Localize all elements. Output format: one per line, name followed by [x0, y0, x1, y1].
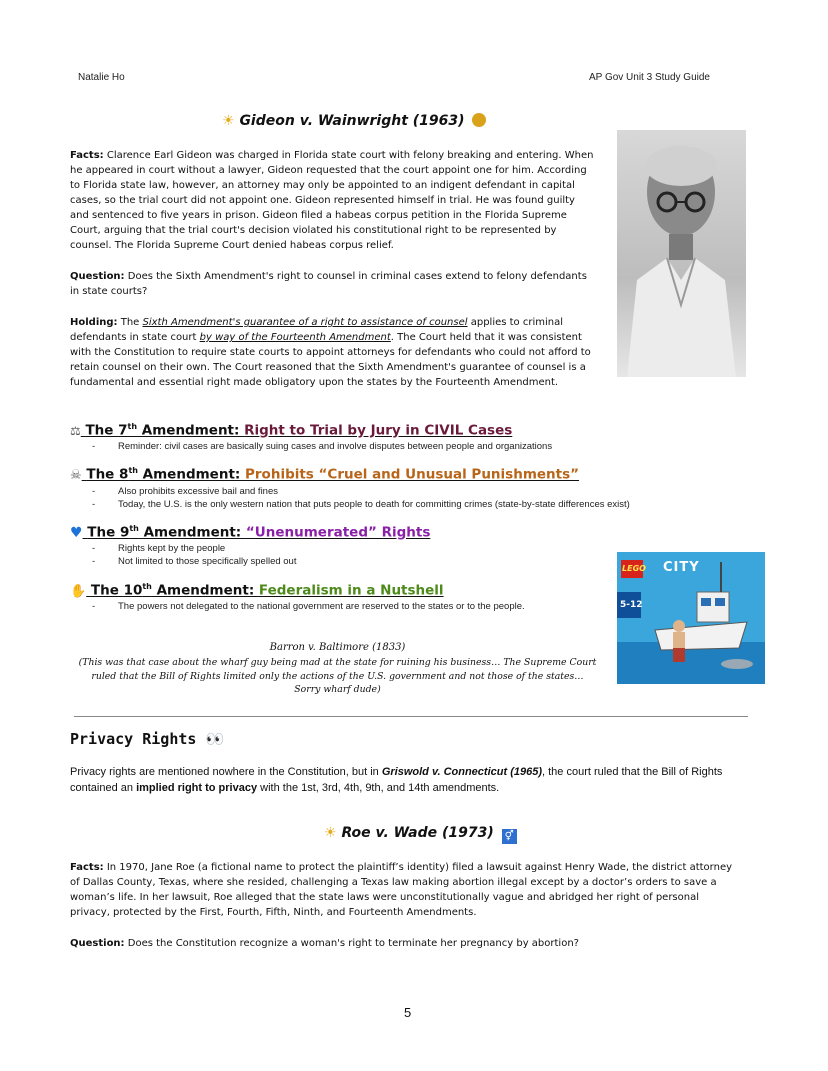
amendment-7-heading [70, 422, 512, 439]
amendment-8-bullet-1-text: Also prohibits excessive bail and fines [118, 486, 279, 497]
amendment-7-sup: th [127, 422, 138, 431]
privacy-paragraph [70, 764, 760, 796]
lego-city-box-image [617, 552, 765, 684]
amendment-9-prefix: The 9 [87, 524, 130, 541]
roe-title: Roe v. Wade (1973) [341, 825, 494, 841]
gideon-title: Gideon v. Wainwright (1963) [239, 113, 465, 129]
roe-question-label: Question: [70, 938, 125, 949]
amendment-9-bullet-1: - Rights kept by the people [92, 543, 226, 554]
amendment-8-prefix: The 8 [86, 466, 129, 483]
amendment-8-topic: Prohibits “Cruel and Unusual Punishments” [245, 466, 580, 483]
roe-facts-text: In 1970, Jane Roe (a fictional name to protect the plaintiff’s identity) filed a lawsuit against Henry Wade, the district attorney of Dallas County, Texas, where she resided, challenging a Texas law making abortion illegal except by a doctor’s orders to save a woman’s life. In her lawsuit, Roe alleged that the state laws were unconstitutionally vague and abridged her right of personal privacy, protected by the First, Fourth, Fifth, Ninth, and Fourteenth Amendments. [70, 862, 733, 918]
handshake-icon: ✋ [70, 583, 87, 599]
amendment-8-suffix: Amendment: [137, 466, 245, 483]
gideon-holding-post: . The Court held that it was consistent with the Constitution to require state courts to appoint attorneys for defendants who could not afford to retain counsel on their own. The Court reasoned that the Sixth Amendment's guarantee of counsel is a fundamental and essential right made obligatory upon the states by the Fourteenth Amendment. [70, 332, 591, 388]
amendment-9-sup: th [129, 524, 139, 533]
section-divider [74, 716, 748, 717]
gideon-question-label: Question: [70, 271, 125, 282]
gideon-holding-underline-1: Sixth Amendment's guarantee of a right to assistance of counsel [142, 317, 468, 328]
gideon-holding-pre: The [120, 317, 140, 328]
scales-icon: ⚖ [70, 423, 81, 438]
restroom-sign-icon: ⚥ [502, 829, 517, 844]
gideon-portrait-icon [617, 130, 746, 377]
roe-title-row [324, 825, 517, 844]
privacy-pre: Privacy rights are mentioned nowhere in the Constitution, but in [70, 766, 382, 778]
gideon-title-row [222, 113, 486, 129]
amendment-9-bullet-2: - Not limited to those specifically spelled out [92, 556, 297, 567]
barron-title: Barron v. Baltimore (1833) [269, 642, 406, 653]
amendment-8-bullet-2: - Today, the U.S. is the only western nation that puts people to death for committing crimes (state-by-state differences exist) [92, 499, 630, 510]
amendment-7-suffix: Amendment: [137, 422, 245, 439]
blue-heart-icon: ♥ [70, 524, 83, 541]
privacy-post: with the 1st, 3rd, 4th, 9th, and 14th amendments. [257, 782, 500, 794]
roe-question-text: Does the Constitution recognize a woman's right to terminate her pregnancy by abortion? [127, 938, 579, 949]
gideon-facts-text: Clarence Earl Gideon was charged in Florida state court with felony breaking and entering. When he appeared in court without a lawyer, Gideon requested that the court appoint one for him. According to Florida state law, however, an attorney may only be appointed to an indigent defendant in capital cases, so the trial court did not appoint one. Gideon represented himself in trial. He was found guilty and sentenced to five years in prison. Gideon filed a habeas corpus petition in the Florida Supreme Court, arguing that the trial court's decision violated his constitutional right to be represented by counsel. The Florida Supreme Court denied habeas corpus relief. [70, 150, 594, 251]
amendment-8-bullet-1: - Also prohibits excessive bail and fines [92, 486, 279, 497]
header-course: AP Gov Unit 3 Study Guide [589, 72, 710, 83]
skull-icon: ☠ [70, 467, 82, 483]
amendment-8-sup: th [128, 466, 138, 475]
roe-question [70, 936, 740, 951]
privacy-case: Griswold v. Connecticut (1965) [381, 766, 542, 778]
amendment-7-topic: Right to Trial by Jury in CIVIL Cases [244, 422, 513, 439]
privacy-heading: Privacy Rights 👀 [70, 730, 225, 748]
lego-age-label: 5-12 [620, 600, 643, 610]
money-bag-icon [472, 113, 486, 127]
lego-city-label: CITY [663, 560, 700, 575]
gideon-facts [70, 148, 595, 253]
amendment-9-heading [70, 524, 430, 541]
header-author: Natalie Ho [78, 72, 125, 83]
roe-facts-label: Facts: [70, 862, 104, 873]
gideon-question-text: Does the Sixth Amendment's right to counsel in criminal cases extend to felony defendants in state courts? [70, 271, 587, 297]
amendment-10-heading [70, 582, 444, 599]
amendment-9-bullet-2-text: Not limited to those specifically spelled out [118, 556, 297, 567]
page-number: 5 [404, 1005, 412, 1020]
amendment-10-bullet-1: - The powers not delegated to the national government are reserved to the states or to the people. [92, 601, 525, 612]
roe-facts [70, 860, 740, 920]
gideon-holding-label: Holding: [70, 317, 118, 328]
gideon-question [70, 269, 595, 299]
gideon-holding-mid: applies to criminal defendants in state court [70, 317, 564, 343]
amendment-10-suffix: Amendment: [151, 582, 259, 599]
amendment-9-suffix: Amendment: [138, 524, 246, 541]
gideon-holding [70, 315, 595, 390]
sun-icon: ☀ [324, 825, 337, 841]
privacy-bold: implied right to privacy [136, 782, 258, 794]
amendment-7-bullet-1-text: Reminder: civil cases are basically suing cases and involve disputes between people and organizations [118, 441, 553, 452]
amendment-10-topic: Federalism in a Nutshell [258, 582, 444, 599]
amendment-10-sup: th [142, 582, 152, 591]
amendment-9-bullet-1-text: Rights kept by the people [118, 543, 226, 554]
amendment-8-bullet-2-text: Today, the U.S. is the only western nation that puts people to death for committing crimes (state-by-state differences exist) [118, 499, 630, 510]
sun-icon: ☀ [222, 113, 235, 129]
gideon-photo [617, 130, 746, 377]
amendment-10-bullet-1-text: The powers not delegated to the national government are reserved to the states or to the people. [118, 601, 525, 612]
gideon-facts-label: Facts: [70, 150, 104, 161]
amendment-8-heading [70, 466, 579, 483]
amendment-7-bullet-1: - Reminder: civil cases are basically suing cases and involve disputes between people and organizations [92, 441, 553, 452]
amendment-7-prefix: The 7 [85, 422, 128, 439]
barron-text: (This was that case about the wharf guy being mad at the state for ruining his business… The Supreme Court ruled that the Bill of Rights limited only the actions of the U.S. government and not those of the states… Sorry wharf dude) [78, 657, 597, 695]
amendment-10-prefix: The 10 [90, 582, 143, 599]
amendment-9-topic: “Unenumerated” Rights [245, 524, 431, 541]
privacy-mid: , the court ruled that the Bill of Rights contained an [70, 766, 723, 794]
gideon-holding-underline-2: by way of the Fourteenth Amendment [199, 332, 391, 343]
lego-logo: LEGO [622, 564, 646, 573]
